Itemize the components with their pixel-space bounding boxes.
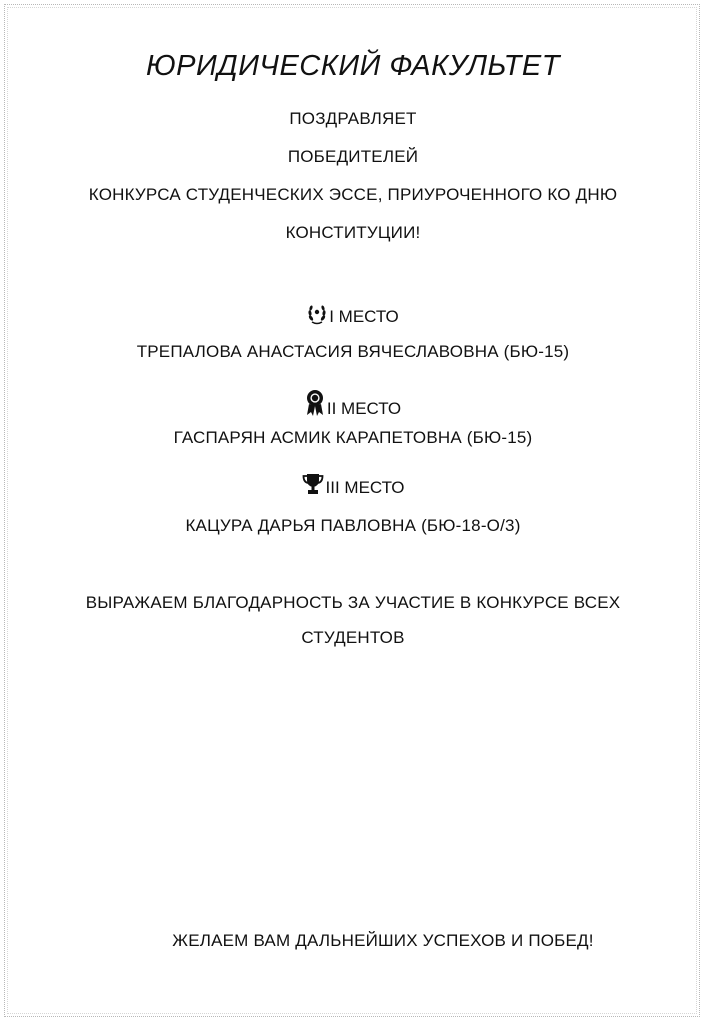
intro-line-4: КОНСТИТУЦИИ!: [285, 223, 421, 242]
intro-line-3: КОНКУРСА СТУДЕНЧЕСКИХ ЭССЕ, ПРИУРОЧЕННОГО КО ДНЮ: [88, 185, 618, 204]
intro-line-2: ПОБЕДИТЕЛЕЙ: [287, 147, 419, 166]
document-title: ЮРИДИЧЕСКИЙ ФАКУЛЬТЕТ: [146, 50, 560, 82]
laurel-wreath-icon: [307, 303, 327, 331]
place-1-heading: [0, 303, 706, 331]
trophy-icon: [302, 472, 324, 502]
place-2-heading: [0, 389, 706, 423]
place-2-winner: ГАСПАРЯН АСМИК КАРАПЕТОВНА (БЮ-15): [173, 428, 533, 447]
place-3-heading: [0, 472, 706, 502]
gratitude-line-1: ВЫРАЖАЕМ БЛАГОДАРНОСТЬ ЗА УЧАСТИЕ В КОНКУРСЕ ВСЕХ: [85, 593, 621, 612]
gratitude-line-2: СТУДЕНТОВ: [301, 628, 405, 647]
award-ribbon-icon: [305, 389, 325, 423]
place-3-label: III МЕСТО: [325, 478, 405, 497]
place-2-label: II МЕСТО: [326, 399, 402, 418]
closing-line: ЖЕЛАЕМ ВАМ ДАЛЬНЕЙШИХ УСПЕХОВ И ПОБЕД!: [172, 931, 594, 950]
intro-line-1: ПОЗДРАВЛЯЕТ: [289, 109, 417, 128]
place-1-label: I МЕСТО: [329, 307, 399, 326]
place-3-winner: КАЦУРА ДАРЬЯ ПАВЛОВНА (БЮ-18-О/3): [185, 516, 521, 535]
place-1-winner: ТРЕПАЛОВА АНАСТАСИЯ ВЯЧЕСЛАВОВНА (БЮ-15): [136, 342, 570, 361]
